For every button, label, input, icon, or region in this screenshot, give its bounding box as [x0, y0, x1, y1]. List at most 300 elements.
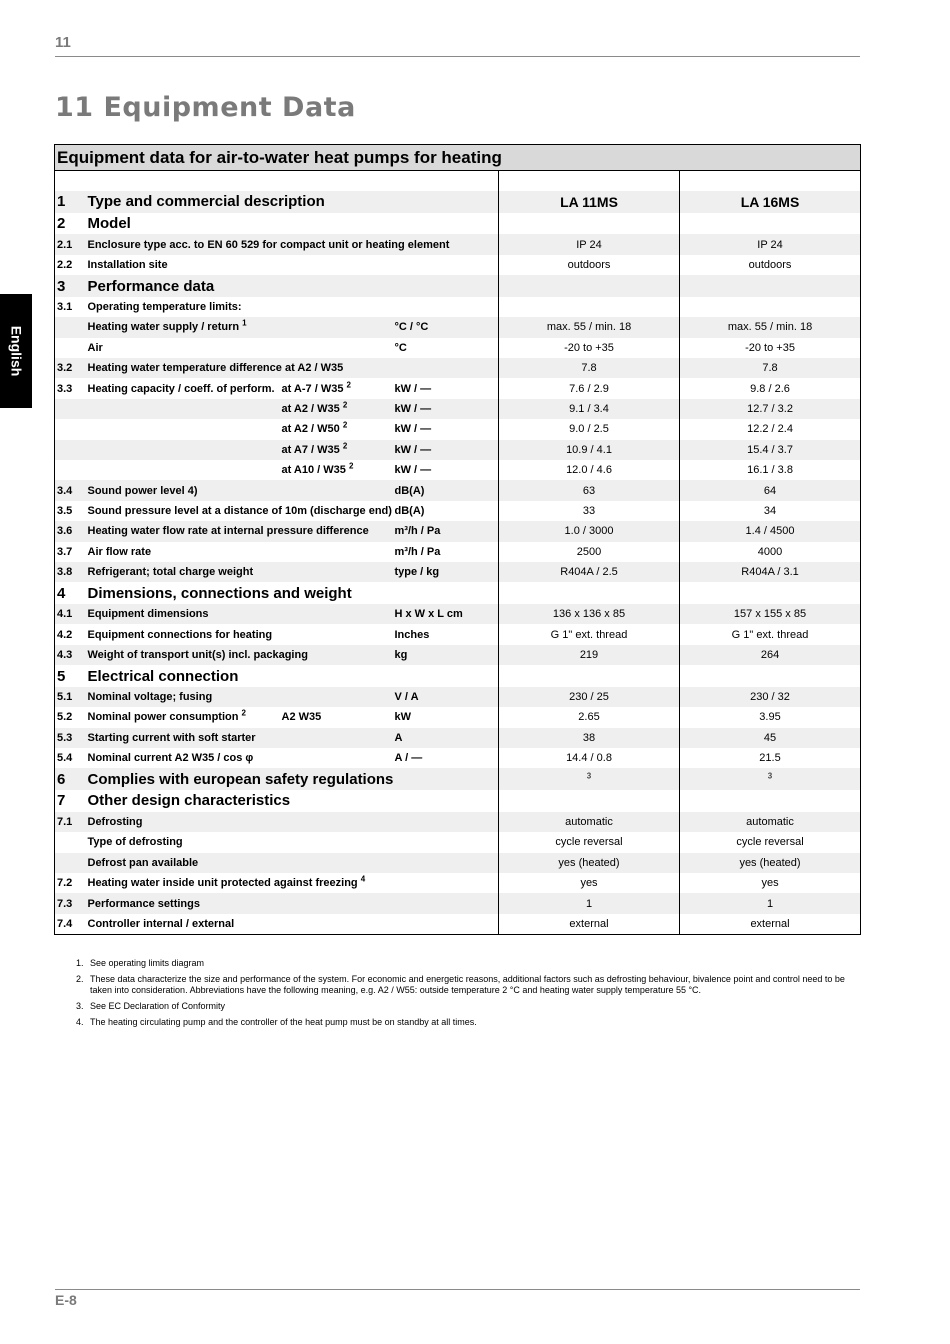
table-row — [55, 562, 861, 582]
value-la11ms-text: 63 — [582, 484, 596, 497]
value-la11ms-text: 136 x 136 x 85 — [552, 608, 626, 621]
row-unit-text: dB(A) — [394, 504, 425, 517]
value-la11ms-text: 1 — [585, 897, 593, 910]
table-row — [55, 338, 861, 358]
row-unit — [395, 460, 499, 480]
row-number-text: 3.3 — [57, 382, 73, 395]
value-la11ms — [499, 604, 680, 624]
row-number-text: 5.2 — [57, 711, 73, 724]
value-la16ms-text: 12.7 / 3.2 — [747, 402, 793, 415]
row-unit-text: dB(A) — [394, 484, 425, 497]
row-number — [55, 790, 88, 812]
value-la11ms-text: R404A / 2.5 — [560, 566, 618, 579]
value-la11ms-text: 2.65 — [578, 711, 600, 724]
value-la11ms — [499, 440, 680, 460]
row-description — [88, 419, 282, 439]
row-unit — [395, 562, 499, 582]
table-row — [55, 521, 861, 541]
row-number-text: 3.8 — [57, 566, 73, 579]
value-la11ms — [499, 790, 680, 812]
value-la11ms-text: G 1" ext. thread — [550, 628, 628, 641]
table-row — [55, 358, 861, 378]
row-subcondition — [282, 707, 395, 727]
value-la16ms — [680, 665, 861, 687]
value-la11ms-text: 12.0 / 4.6 — [566, 464, 612, 477]
row-description — [88, 687, 395, 707]
table-row — [55, 914, 861, 935]
row-description-text: Weight of transport unit(s) incl. packaging — [87, 648, 308, 661]
row-number — [55, 234, 88, 254]
value-la11ms — [499, 480, 680, 500]
footnote-ref: 2 — [342, 441, 348, 451]
row-unit-text: A — [394, 731, 403, 744]
row-number-text: 2 — [57, 215, 66, 233]
value-la16ms-text: yes — [761, 877, 779, 890]
value-la11ms — [499, 378, 680, 398]
chapter-title-text: Equipment Data — [103, 92, 356, 123]
row-number — [55, 687, 88, 707]
value-la11ms-text: cycle reversal — [555, 836, 623, 849]
footnote-item — [76, 974, 846, 996]
row-number-text: 2.1 — [57, 238, 73, 251]
value-la16ms — [680, 728, 861, 748]
row-unit — [395, 542, 499, 562]
row-number-text: 5.1 — [57, 691, 73, 704]
value-la16ms-text: outdoors — [748, 258, 792, 271]
table-row — [55, 604, 861, 624]
row-description — [88, 501, 395, 521]
row-description-text: Heating water temperature difference at A2 / W35 — [87, 362, 344, 375]
row-number — [55, 275, 88, 297]
row-number — [55, 191, 88, 213]
table-spacer-row — [55, 171, 861, 192]
value-la16ms — [680, 275, 861, 297]
row-unit — [395, 582, 499, 604]
row-description-text: Heating capacity / coeff. of perform. — [87, 382, 275, 395]
table-row — [55, 687, 861, 707]
value-la16ms-text: max. 55 / min. 18 — [727, 321, 813, 334]
table-row — [55, 542, 861, 562]
table-row — [55, 873, 861, 893]
value-la11ms — [499, 297, 680, 317]
row-number-text: 4.2 — [57, 628, 73, 641]
row-number — [55, 317, 88, 337]
table-row — [55, 624, 861, 644]
value-la16ms — [680, 480, 861, 500]
row-unit-text: kW / — — [394, 402, 432, 415]
equipment-data-table — [54, 144, 861, 935]
value-la11ms — [499, 624, 680, 644]
row-unit — [395, 790, 499, 812]
table-row — [55, 480, 861, 500]
row-number — [55, 812, 88, 832]
value-la16ms-text: 15.4 / 3.7 — [747, 443, 793, 456]
row-description-text: Nominal current A2 W35 / cos φ — [87, 752, 254, 765]
row-unit — [395, 378, 499, 398]
row-number — [55, 665, 88, 687]
row-subcondition — [282, 419, 395, 439]
row-description — [88, 297, 395, 317]
row-number-text: 7.3 — [57, 897, 73, 910]
row-number-text: 7 — [57, 792, 66, 810]
value-la16ms-text: LA 16MS — [740, 193, 800, 210]
value-la16ms — [680, 378, 861, 398]
row-description — [88, 893, 395, 913]
row-unit-text: A / — — [394, 752, 423, 765]
value-la16ms — [680, 790, 861, 812]
row-number-text: 3 — [57, 277, 66, 295]
row-unit — [395, 873, 499, 893]
row-unit-text: kW / — — [394, 443, 432, 456]
row-description-text: Type of defrosting — [87, 836, 183, 849]
row-number — [55, 582, 88, 604]
row-unit — [395, 521, 499, 541]
value-la11ms-text: 9.1 / 3.4 — [569, 402, 609, 415]
row-description-text: Air flow rate — [87, 545, 152, 558]
row-unit — [395, 419, 499, 439]
spacer-cell — [395, 171, 499, 192]
value-la16ms-text: 64 — [763, 484, 777, 497]
row-description-text: Sound pressure level at a distance of 10m (discharge end) — [87, 504, 392, 517]
row-number-text: 3.4 — [57, 484, 73, 497]
row-number — [55, 893, 88, 913]
row-description — [88, 399, 282, 419]
table-row — [55, 297, 861, 317]
row-number-text: 2.2 — [57, 258, 73, 271]
table-row — [55, 728, 861, 748]
row-number-text: 4.1 — [57, 608, 73, 621]
value-la11ms-text: 7.8 — [581, 362, 597, 375]
row-number-text: 3.5 — [57, 504, 73, 517]
row-number — [55, 399, 88, 419]
value-la16ms-text: 4000 — [757, 545, 783, 558]
row-number — [55, 460, 88, 480]
spacer-cell — [499, 171, 680, 192]
value-la16ms — [680, 873, 861, 893]
row-description — [88, 582, 395, 604]
value-la16ms — [680, 687, 861, 707]
chapter-title — [55, 92, 356, 123]
spacer-cell — [680, 171, 861, 192]
value-la16ms-text: IP 24 — [757, 238, 783, 251]
row-number-text: 7.2 — [57, 877, 73, 890]
value-la16ms — [680, 399, 861, 419]
footnote-item — [76, 1001, 846, 1012]
value-la11ms — [499, 873, 680, 893]
row-unit-text: °C / °C — [394, 321, 429, 334]
row-number-text: 5 — [57, 667, 66, 685]
value-la11ms — [499, 853, 680, 873]
row-description-text: Air — [87, 341, 103, 354]
row-unit — [395, 893, 499, 913]
row-number-text: 5.3 — [57, 731, 73, 744]
footnote-text: See operating limits diagram — [90, 958, 205, 968]
footnote-ref: 2 — [241, 708, 246, 718]
row-description — [88, 317, 395, 337]
row-unit-text: m³/h / Pa — [394, 525, 441, 538]
value-la16ms — [680, 812, 861, 832]
row-unit-text: kg — [394, 648, 408, 661]
language-tab-label: English — [8, 325, 24, 377]
row-description-text: Performance settings — [87, 897, 200, 910]
row-description — [88, 873, 395, 893]
value-la11ms-text: yes (heated) — [558, 856, 620, 869]
table-row — [55, 582, 861, 604]
value-la16ms — [680, 255, 861, 275]
footnote-ref: 1 — [242, 318, 247, 328]
value-la16ms-text: 264 — [760, 648, 780, 661]
row-description — [88, 460, 282, 480]
footnote-number: 2. — [76, 974, 84, 984]
value-la11ms — [499, 317, 680, 337]
row-subcondition-text: at A-7 / W35 — [281, 382, 344, 395]
value-la11ms — [499, 832, 680, 852]
value-la11ms — [499, 338, 680, 358]
row-description — [88, 645, 395, 665]
row-unit — [395, 297, 499, 317]
value-la11ms — [499, 234, 680, 254]
row-unit — [395, 480, 499, 500]
value-la11ms — [499, 748, 680, 768]
footnote-item — [76, 958, 846, 969]
row-number — [55, 542, 88, 562]
footnote-ref: 4 — [360, 874, 366, 884]
row-description — [88, 213, 395, 235]
value-la16ms-text: 12.2 / 2.4 — [747, 423, 793, 436]
table-caption: Equipment data for air-to-water heat pumps for heating — [55, 145, 861, 171]
value-la16ms-text: automatic — [746, 815, 794, 828]
row-subcondition — [282, 460, 395, 480]
footnote-text: The heating circulating pump and the controller of the heat pump must be on standby at all times. — [90, 1017, 477, 1027]
row-number — [55, 728, 88, 748]
table-row — [55, 853, 861, 873]
row-description — [88, 378, 282, 398]
value-la11ms-text: max. 55 / min. 18 — [546, 321, 632, 334]
value-la16ms — [680, 748, 861, 768]
row-unit-text: kW / — — [394, 382, 432, 395]
value-la11ms-text: outdoors — [567, 258, 611, 271]
table-row — [55, 460, 861, 480]
value-la11ms — [499, 893, 680, 913]
value-la16ms-text: G 1" ext. thread — [731, 628, 809, 641]
row-number — [55, 378, 88, 398]
table-row — [55, 255, 861, 275]
table-row — [55, 191, 861, 213]
value-la11ms-text: 33 — [582, 504, 596, 517]
row-unit — [395, 645, 499, 665]
row-unit — [395, 317, 499, 337]
table-row — [55, 501, 861, 521]
value-la11ms — [499, 707, 680, 727]
row-unit — [395, 501, 499, 521]
value-la11ms — [499, 460, 680, 480]
table-row — [55, 213, 861, 235]
row-number — [55, 358, 88, 378]
row-unit-text: °C — [394, 341, 407, 354]
value-la16ms — [680, 213, 861, 235]
footnote-number: 1. — [76, 958, 84, 968]
value-la11ms — [499, 521, 680, 541]
footnote-ref: 2 — [342, 420, 348, 430]
row-subcondition-text: A2 W35 — [281, 711, 322, 724]
value-la16ms — [680, 542, 861, 562]
value-la16ms-text: 1.4 / 4500 — [745, 525, 795, 538]
row-number-text: 7.4 — [57, 917, 73, 930]
footnote-ref: 2 — [342, 400, 348, 410]
value-la11ms — [499, 255, 680, 275]
footnote-text: See EC Declaration of Conformity — [90, 1001, 226, 1011]
row-number-text: 3.2 — [57, 362, 73, 375]
row-unit-text: type / kg — [394, 566, 440, 579]
row-unit — [395, 338, 499, 358]
row-description — [88, 338, 395, 358]
value-la11ms — [499, 582, 680, 604]
value-la16ms — [680, 297, 861, 317]
row-description — [88, 562, 395, 582]
row-description — [88, 275, 395, 297]
row-description-text: Defrosting — [87, 815, 143, 828]
row-description — [88, 768, 395, 790]
row-description — [88, 358, 395, 378]
value-la11ms-text: -20 to +35 — [564, 341, 614, 354]
value-la16ms — [680, 358, 861, 378]
value-la11ms — [499, 358, 680, 378]
row-subcondition — [282, 440, 395, 460]
row-subcondition-text: at A2 / W50 — [281, 423, 340, 436]
row-description — [88, 440, 282, 460]
language-tab — [0, 294, 32, 408]
row-number — [55, 707, 88, 727]
table-row — [55, 317, 861, 337]
value-la11ms-text: 14.4 / 0.8 — [566, 752, 612, 765]
table-row — [55, 399, 861, 419]
row-description — [87, 234, 450, 254]
footnote-item — [76, 1017, 846, 1028]
row-number-text: 3.7 — [57, 545, 73, 558]
row-number — [55, 480, 88, 500]
value-la11ms-text: 7.6 / 2.9 — [569, 382, 609, 395]
row-description — [88, 707, 282, 727]
row-description-text: Heating water supply / return — [87, 321, 240, 334]
value-la11ms-text: LA 11MS — [560, 193, 618, 210]
row-description — [88, 812, 395, 832]
table-row — [55, 440, 861, 460]
value-la16ms — [680, 645, 861, 665]
value-la11ms-text: automatic — [565, 815, 613, 828]
row-unit-text: kW — [394, 711, 411, 724]
value-la11ms-text: 3 — [586, 771, 592, 781]
row-unit — [395, 440, 499, 460]
table-row — [55, 275, 861, 297]
row-number-text: 3.1 — [57, 301, 73, 314]
row-unit — [395, 748, 499, 768]
row-unit — [395, 812, 499, 832]
footnotes-list — [76, 958, 846, 1033]
row-unit-text: kW / — — [394, 464, 432, 477]
row-number — [55, 914, 88, 935]
value-la11ms-text: 1.0 / 3000 — [564, 525, 614, 538]
table-row — [55, 234, 861, 254]
value-la16ms-text: 34 — [763, 504, 777, 517]
table-row — [55, 419, 861, 439]
value-la16ms — [680, 234, 861, 254]
row-description — [88, 728, 395, 748]
row-unit — [395, 665, 499, 687]
row-number — [55, 768, 88, 790]
value-la16ms-text: external — [750, 917, 790, 930]
value-la11ms — [499, 645, 680, 665]
row-description-text: Model — [87, 215, 131, 233]
value-la11ms — [499, 213, 680, 235]
row-unit — [395, 707, 499, 727]
row-description-text: Installation site — [87, 258, 168, 271]
table-row — [55, 748, 861, 768]
value-la16ms — [680, 501, 861, 521]
footnote-number: 4. — [76, 1017, 84, 1027]
value-la11ms — [499, 914, 680, 935]
value-la11ms-text: 230 / 25 — [569, 691, 609, 704]
value-la16ms — [680, 893, 861, 913]
row-description — [88, 624, 395, 644]
row-unit — [395, 768, 499, 790]
table-row — [55, 893, 861, 913]
row-number — [55, 873, 88, 893]
row-number — [55, 213, 88, 235]
row-number — [55, 419, 88, 439]
spacer-cell — [55, 171, 88, 192]
row-description-text: Controller internal / external — [87, 917, 235, 930]
row-description-text: Type and commercial description — [87, 193, 325, 211]
value-la11ms — [499, 768, 680, 790]
row-number-text: 6 — [57, 770, 66, 788]
value-la16ms — [680, 582, 861, 604]
row-number-text: 4.3 — [57, 648, 73, 661]
row-description-text: Equipment connections for heating — [87, 628, 273, 641]
table-row — [55, 378, 861, 398]
value-la16ms-text: 230 / 32 — [750, 691, 790, 704]
row-description-text: Nominal voltage; fusing — [87, 691, 213, 704]
row-number-text: 4 — [57, 584, 66, 602]
row-subcondition-text: at A2 / W35 — [281, 402, 340, 415]
row-unit — [395, 624, 499, 644]
value-la16ms — [680, 832, 861, 852]
value-la16ms-text: R404A / 3.1 — [741, 566, 799, 579]
row-description-text: Refrigerant; total charge weight — [87, 566, 254, 579]
value-la16ms-text: 3 — [767, 771, 773, 781]
value-la16ms — [680, 562, 861, 582]
row-unit-text: m³/h / Pa — [394, 545, 441, 558]
table-row — [55, 665, 861, 687]
row-unit — [395, 358, 499, 378]
row-description — [88, 790, 395, 812]
value-la16ms — [680, 419, 861, 439]
value-la11ms — [499, 275, 680, 297]
value-la11ms — [499, 501, 680, 521]
value-la16ms — [680, 768, 861, 790]
value-la16ms — [680, 914, 861, 935]
chapter-number: 11 — [55, 92, 94, 123]
table-row — [55, 768, 861, 790]
row-number-text: 5.4 — [57, 752, 73, 765]
value-la16ms-text: 21.5 — [759, 752, 781, 765]
row-description-text: Starting current with soft starter — [87, 731, 256, 744]
row-unit-text: Inches — [394, 628, 430, 641]
footnote-ref: 2 — [348, 461, 354, 471]
row-unit — [395, 255, 499, 275]
page-footer-label: E-8 — [55, 1292, 77, 1308]
row-number — [55, 853, 88, 873]
value-la11ms — [499, 812, 680, 832]
